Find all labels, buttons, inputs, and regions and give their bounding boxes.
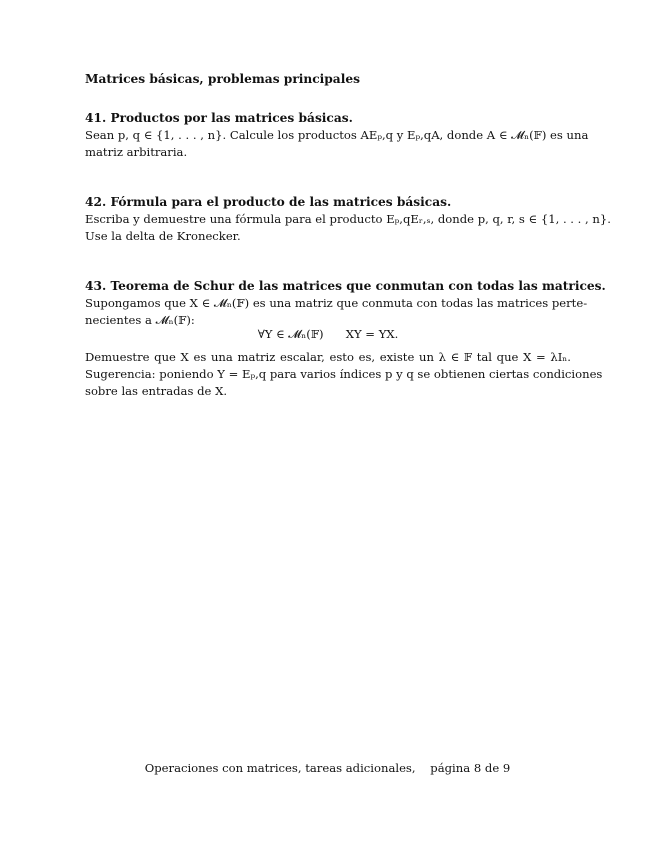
section-title: Matrices básicas, problemas principales [85,72,360,86]
page-footer: Operaciones con matrices, tareas adicionales, página 8 de 9 [144,761,511,775]
problem-41-body [85,127,589,161]
problem-41-line-2: matriz arbitraria. [85,145,188,159]
problem-43-after-line-2: Sugerencia: poniendo Y = Eₚ,q para varios índices p y q se obtienen ciertas condiciones [85,367,603,381]
problem-43-equation: ∀Y ∈ 𝓜ₙ(𝔽) XY = YX. [257,327,399,341]
problem-42-line-1: Escriba y demuestre una fórmula para el producto Eₚ,qEᵣ,ₛ, donde p, q, r, s ∈ {1, . . . , n}. [85,212,611,226]
problem-42-line-2: Use la delta de Kronecker. [85,229,241,243]
problem-42-body [85,211,611,245]
problem-43-conclusion [85,349,603,400]
problem-42-heading: 42. Fórmula para el producto de las matrices básicas. [85,195,452,209]
problem-43-line-1: Supongamos que X ∈ 𝓜ₙ(𝔽) es una matriz que conmuta con todas las matrices perte- [85,296,588,310]
problem-43-after-line-1: Demuestre que X es una matriz escalar, esto es, existe un λ ∈ 𝔽 tal que X = λIₙ. [85,350,571,364]
problem-41-line-1: Sean p, q ∈ {1, . . . , n}. Calcule los productos AEₚ,q y Eₚ,qA, donde A ∈ 𝓜ₙ(𝔽) es una [85,128,589,142]
problem-43-body [85,295,588,329]
problem-43-line-2: necientes a 𝓜ₙ(𝔽): [85,313,195,327]
problem-41-heading: 41. Productos por las matrices básicas. [85,111,353,125]
problem-43-heading: 43. Teorema de Schur de las matrices que conmutan con todas las matrices. [85,279,606,293]
problem-43-after-line-3: sobre las entradas de X. [85,384,228,398]
